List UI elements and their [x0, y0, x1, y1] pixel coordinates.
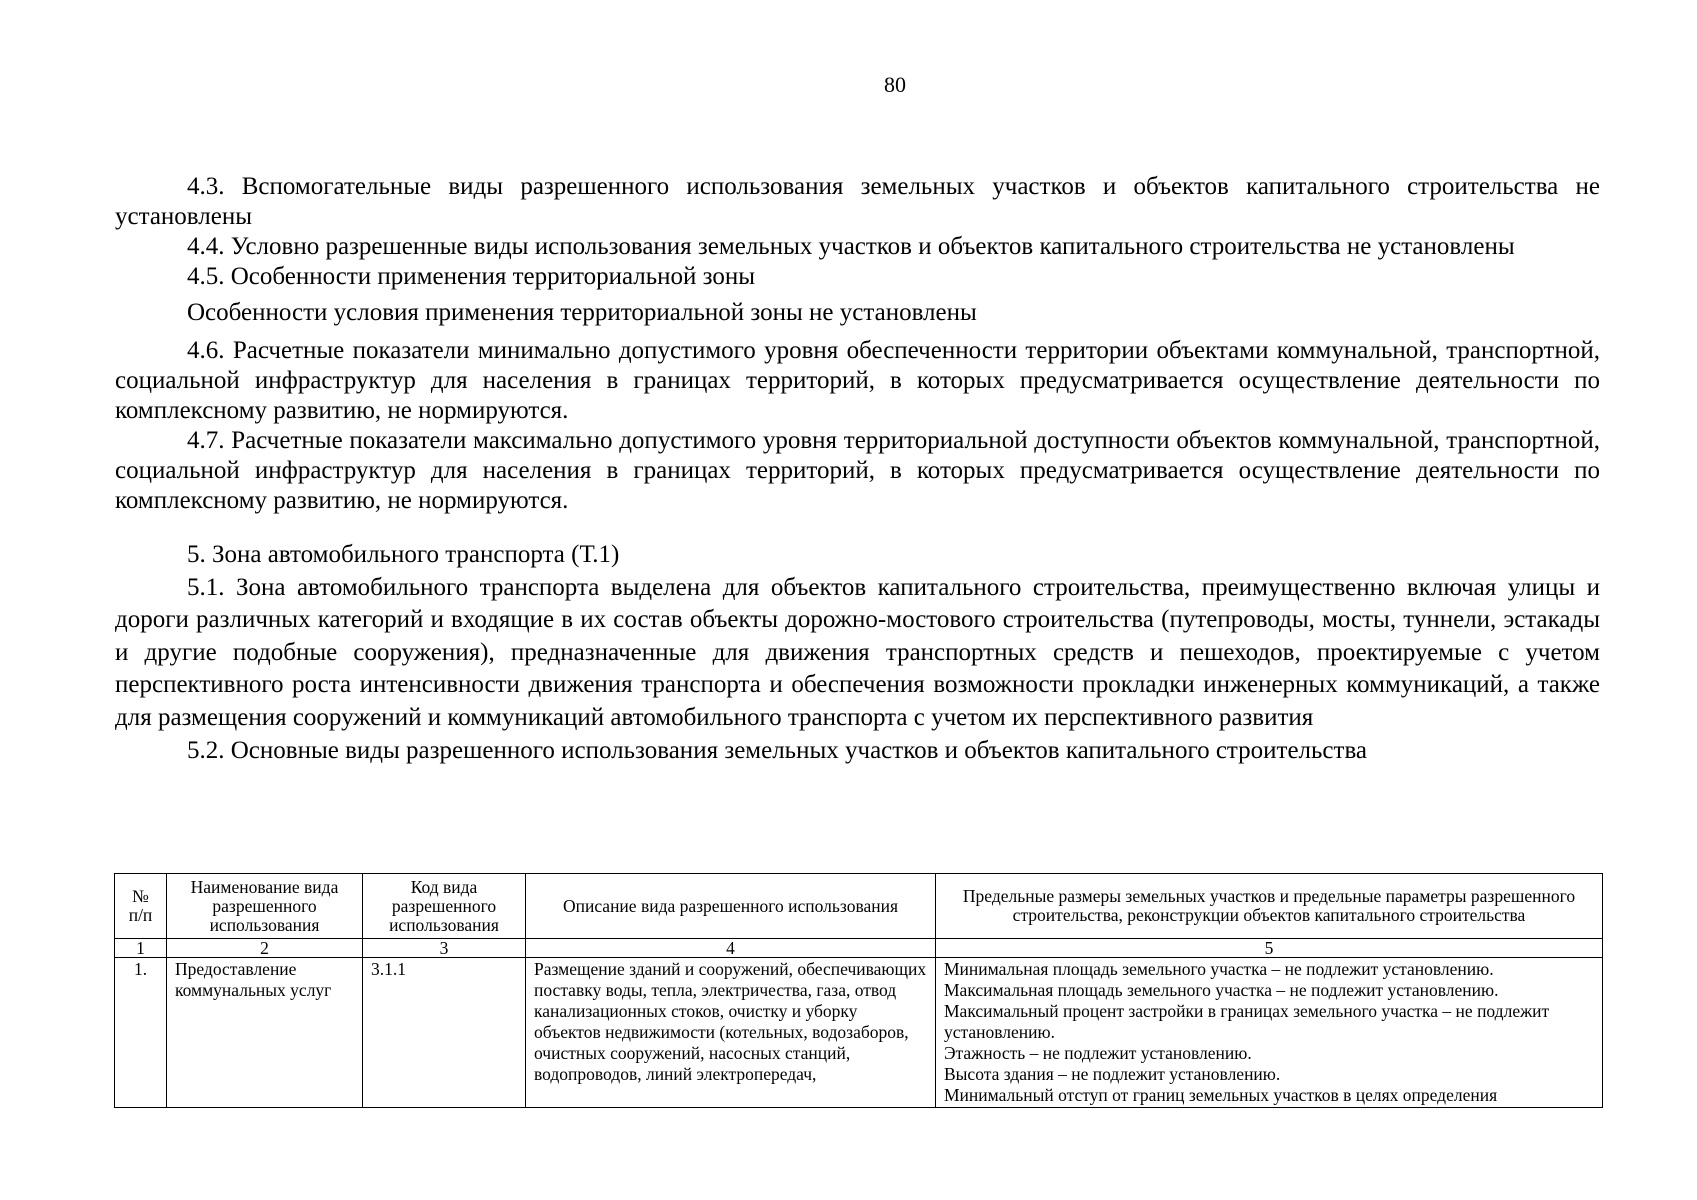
param-line: Максимальная площадь земельного участка – не подлежит установлению. [944, 980, 1499, 1000]
param-line: Минимальный отступ от границ земельных участков в целях определения [944, 1085, 1498, 1105]
column-number: 1 [115, 939, 167, 958]
param-line: Минимальная площадь земельного участка – не подлежит установлению. [944, 959, 1494, 979]
cell-limit-parameters [936, 958, 1603, 1108]
param-line: Высота здания – не подлежит установлению. [944, 1064, 1281, 1084]
header-row-number: № п/п [115, 874, 167, 939]
cell-use-name: Предоставление коммунальных услуг [167, 958, 363, 1108]
paragraph-4-3: 4.3. Вспомогательные виды разрешенного использования земельных участков и объектов капитального строительства не установлены [115, 173, 1600, 230]
document-body [115, 172, 1600, 767]
paragraph-5-2: 5.2. Основные виды разрешенного использования земельных участков и объектов капитального строительства [187, 736, 1368, 764]
param-line: Этажность – не подлежит установлению. [944, 1043, 1252, 1063]
section-heading-5: 5. Зона автомобильного транспорта (Т.1) [187, 541, 620, 568]
column-number: 2 [167, 939, 363, 958]
column-number: 3 [363, 939, 526, 958]
header-use-name: Наименование вида разрешенного использования [167, 874, 363, 939]
table-column-number-row [115, 939, 1603, 958]
paragraph-4-6: 4.6. Расчетные показатели минимально допустимого уровня обеспеченности территории объектами коммунальной, транспортной, социальной инфраструктур для населения в границах территорий, в которых предусматривается осуществление деятельности по комплексному развитию, не нормируются. [115, 337, 1600, 424]
column-number: 4 [526, 939, 936, 958]
paragraph-5-1: 5.1. Зона автомобильного транспорта выделена для объектов капитального строительства, преимущественно включая улицы и дороги различных категорий и входящие в их состав объекты дорожно-мостового строительства (путепроводы, мосты, туннели, эстакады и другие подобные сооружения), предназначенные для движения транспортных средств и пешеходов, проектируемые с учетом перспективного роста интенсивности движения транспорта и обеспечения возможности прокладки инженерных коммуникаций, а также для размещения сооружений и коммуникаций автомобильного транспорта с учетом их перспективного развития [115, 573, 1600, 731]
cell-use-description: Размещение зданий и сооружений, обеспечивающих поставку воды, тепла, электричества, газа, отвод канализационных стоков, очистку и уборку объектов недвижимости (котельных, водозаборов, очистных сооружений, насосных станций, водопроводов, линий электропередач, [526, 958, 936, 1108]
paragraph-4-4: 4.4. Условно разрешенные виды использования земельных участков и объектов капитального строительства не установлены [187, 233, 1515, 260]
page-number: 80 [884, 72, 906, 97]
header-limit-parameters: Предельные размеры земельных участков и предельные параметры разрешенного строительства, реконструкции объектов капитального строительства [936, 874, 1603, 939]
paragraph-4-7: 4.7. Расчетные показатели максимально допустимого уровня территориальной доступности объектов коммунальной, транспортной, социальной инфраструктур для населения в границах территорий, в которых предусматривается осуществление деятельности по комплексному развитию, не нормируются. [115, 427, 1600, 514]
param-line: Максимальный процент застройки в границах земельного участка – не подлежит установлению. [944, 1001, 1550, 1042]
paragraph-4-5: 4.5. Особенности применения территориальной зоны [187, 263, 756, 290]
header-use-code: Код вида разрешенного использования [363, 874, 526, 939]
header-use-description: Описание вида разрешенного использования [526, 874, 936, 939]
table-header-row [115, 874, 1603, 939]
permitted-use-table [114, 873, 1603, 1108]
column-number: 5 [936, 939, 1603, 958]
table-row [115, 958, 1603, 1108]
cell-use-code: 3.1.1 [363, 958, 526, 1108]
paragraph-zone-features: Особенности условия применения территориальной зоны не установлены [187, 299, 977, 326]
cell-row-number: 1. [115, 958, 167, 1108]
